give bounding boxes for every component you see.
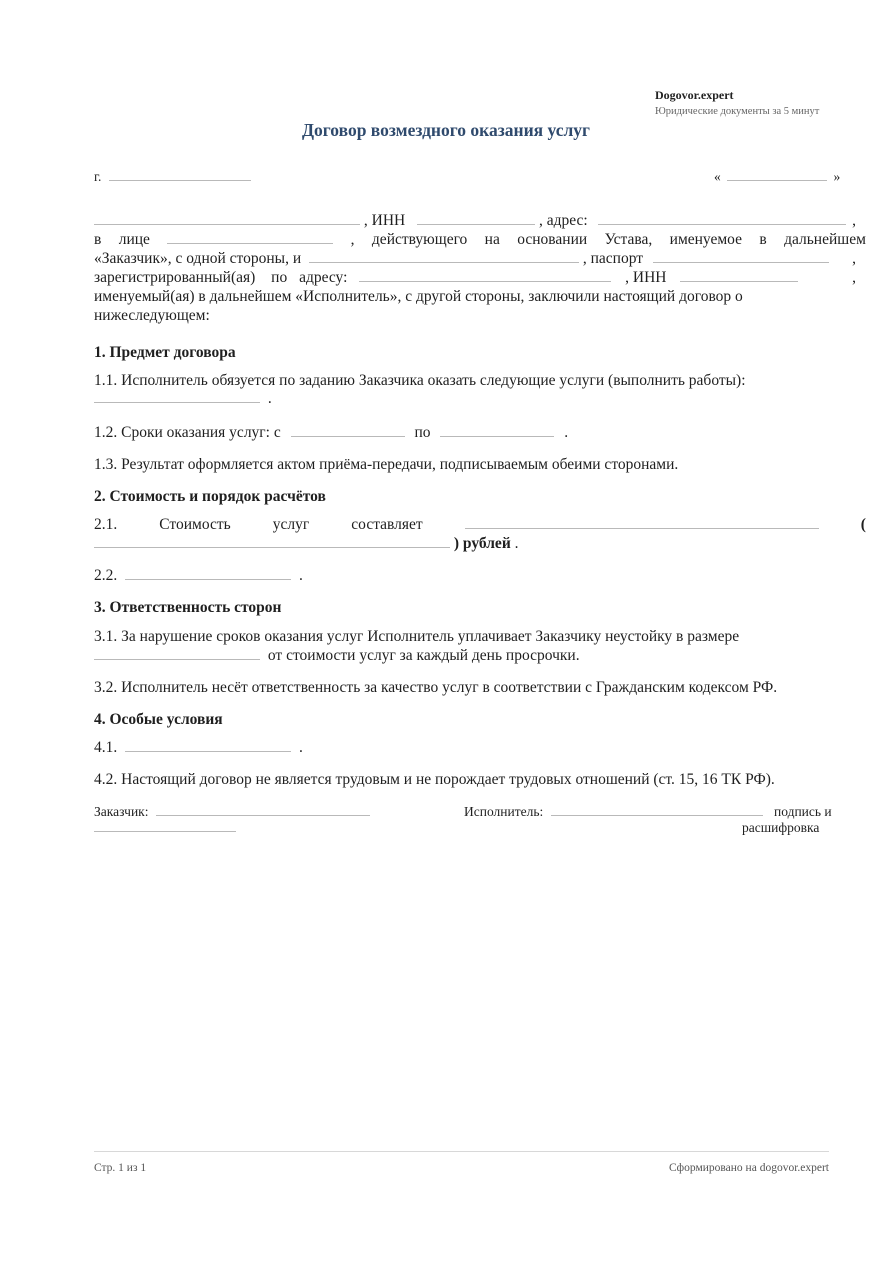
- period: .: [299, 739, 303, 756]
- terms-text: 1.2. Сроки оказания услуг: с: [94, 424, 281, 441]
- word: по: [271, 269, 288, 286]
- representative-field[interactable]: [167, 231, 333, 244]
- penalty-field[interactable]: [94, 647, 260, 660]
- customer-inn-field[interactable]: [417, 212, 535, 225]
- customer-name-field[interactable]: [94, 212, 360, 225]
- word: на: [484, 231, 500, 248]
- preamble-line-3: [94, 250, 866, 268]
- city-prefix: г.: [94, 169, 102, 184]
- customer-signature-label: Заказчик:: [94, 804, 149, 819]
- word: действующего: [371, 231, 468, 248]
- clause-2-1: [94, 516, 866, 534]
- comma: ,: [852, 269, 856, 286]
- footer-divider: [94, 1151, 829, 1152]
- clause-number: 2.2.: [94, 567, 118, 584]
- word: адресу:: [299, 269, 348, 286]
- penalty-tail-text: от стоимости услуг за каждый день просрочки.: [267, 647, 580, 664]
- word: по: [414, 424, 431, 441]
- date-field-group: [714, 168, 840, 186]
- word: основании: [517, 231, 588, 248]
- city-date-row: [94, 168, 839, 186]
- section-3-heading: 3. Ответственность сторон: [94, 599, 282, 616]
- customer-signature-decode-field[interactable]: [94, 819, 236, 832]
- customer-address-field[interactable]: [598, 212, 846, 225]
- payment-terms-field[interactable]: [125, 567, 291, 580]
- date-field[interactable]: [727, 168, 827, 181]
- preamble-line-2: [94, 231, 866, 249]
- preamble-line-6: нижеследующем:: [94, 307, 210, 324]
- preamble-line-4: [94, 269, 866, 287]
- start-date-field[interactable]: [291, 424, 405, 437]
- document-title: Договор возмездного оказания услуг: [302, 120, 590, 140]
- brand-tagline: Юридические документы за 5 минут: [655, 106, 820, 117]
- brand-block: [655, 88, 819, 119]
- comma: ,: [852, 212, 856, 229]
- clause-2-1-cont: [94, 535, 866, 553]
- signature-hint-line-2: расшифровка: [742, 820, 820, 835]
- word: лице: [118, 231, 150, 248]
- brand-name: Dogovor.expert: [655, 88, 734, 102]
- clause-3-2: 3.2. Исполнитель несёт ответственность за качество услуг в соответствии с Гражданским кодексом РФ.: [94, 679, 778, 696]
- executor-inn-field[interactable]: [680, 269, 798, 282]
- city-field[interactable]: [109, 168, 251, 181]
- signature-hint-line-1: подпись и: [774, 804, 832, 819]
- section-4-heading: 4. Особые условия: [94, 711, 223, 728]
- clause-number: 4.1.: [94, 739, 118, 756]
- clause-3-1-cont: [94, 647, 866, 665]
- clause-4-2: 4.2. Настоящий договор не является трудовым и не порождает трудовых отношений (ст. 15, 16 ТК РФ).: [94, 771, 775, 788]
- passport-label: , паспорт: [582, 250, 644, 267]
- word: Устава,: [604, 231, 653, 248]
- word: ,: [350, 231, 355, 248]
- clause-4-1: [94, 739, 866, 757]
- rubles-label: ) рублей: [453, 535, 511, 552]
- inn-label: , ИНН: [363, 212, 406, 229]
- registration-address-field[interactable]: [359, 269, 611, 282]
- period: .: [564, 424, 569, 441]
- special-terms-field[interactable]: [125, 739, 291, 752]
- word: составляет: [351, 516, 423, 533]
- cost-amount-field[interactable]: [465, 516, 819, 529]
- registered-text: зарегистрированный(ая): [94, 269, 256, 286]
- word: (: [860, 516, 866, 533]
- executor-signature-field[interactable]: [551, 803, 763, 816]
- word: Стоимость: [159, 516, 231, 533]
- inn-label: , ИНН: [625, 269, 667, 286]
- address-label: , адрес:: [538, 212, 588, 229]
- services-field[interactable]: [94, 390, 260, 403]
- date-open-quote: «: [714, 169, 721, 184]
- preamble-line-5: именуемый(ая) в дальнейшем «Исполнитель», с другой стороны, заключили настоящий договор о: [94, 288, 743, 305]
- clause-3-1: 3.1. За нарушение сроков оказания услуг Исполнитель уплачивает Заказчику неустойку в размере: [94, 628, 740, 645]
- word: дальнейшем: [784, 231, 866, 248]
- preamble-line-1: [94, 212, 866, 230]
- section-1-heading: 1. Предмет договора: [94, 344, 236, 361]
- word: в: [759, 231, 767, 248]
- clause-1-3: 1.3. Результат оформляется актом приёма-передачи, подписываемым обеими сторонами.: [94, 456, 679, 473]
- word: 2.1.: [94, 516, 118, 533]
- cost-words-field[interactable]: [94, 535, 450, 548]
- page-counter: Стр. 1 из 1: [94, 1162, 147, 1174]
- clause-2-2: [94, 567, 866, 585]
- period: .: [267, 390, 272, 407]
- executor-signature-label: Исполнитель:: [464, 804, 544, 819]
- customer-signature-field[interactable]: [156, 803, 370, 816]
- comma: ,: [852, 250, 856, 267]
- period: .: [299, 567, 303, 584]
- passport-field[interactable]: [653, 250, 829, 263]
- clause-1-1-blank-row: [94, 390, 866, 408]
- signatures-row-2: [94, 819, 866, 837]
- customer-side-text: «Заказчик», с одной стороны, и: [94, 250, 302, 267]
- period: .: [514, 535, 519, 552]
- word: именуемое: [669, 231, 742, 248]
- generated-note: Сформировано на dogovor.expert: [669, 1162, 829, 1174]
- clause-1-2: [94, 424, 866, 442]
- clause-1-1: 1.1. Исполнитель обязуется по заданию Заказчика оказать следующие услуги (выполнить работы):: [94, 372, 746, 389]
- word: услуг: [272, 516, 310, 533]
- end-date-field[interactable]: [440, 424, 554, 437]
- section-2-heading: 2. Стоимость и порядок расчётов: [94, 488, 326, 505]
- word: в: [94, 231, 102, 248]
- date-close-quote: »: [833, 169, 841, 184]
- executor-name-field[interactable]: [309, 250, 579, 263]
